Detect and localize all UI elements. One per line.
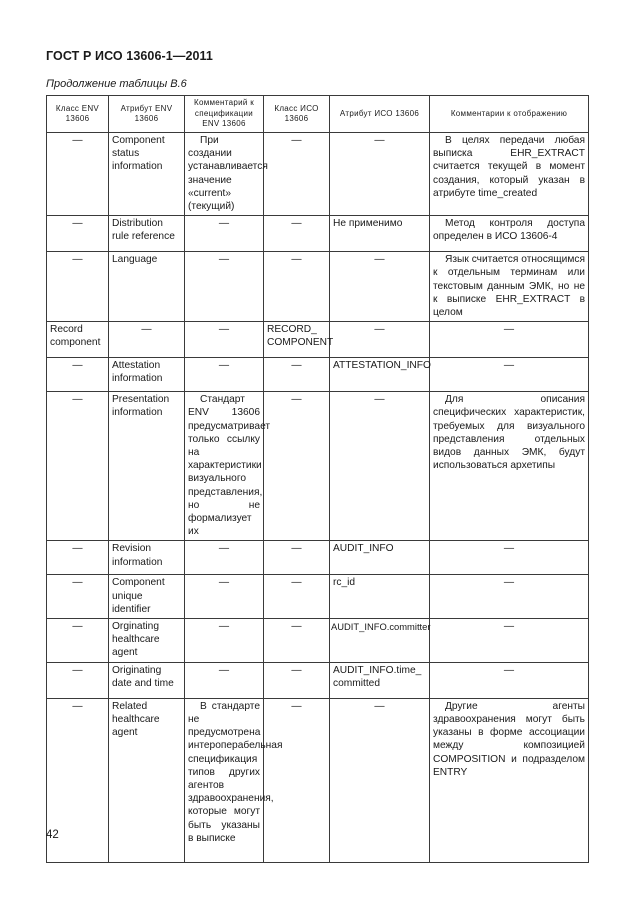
header-cell-class-iso: Класс ИСО 13606 <box>264 96 330 133</box>
cell-attribute-iso: — <box>330 698 430 862</box>
header-cell-comment-env: Комментарий к спецификации ENV 13606 <box>185 96 264 133</box>
cell-mapping-comment: Для описания специфических характеристик, требуемых для визуального представления отдельных видов данных ЭМК, будут использоваться архетипы <box>430 392 589 541</box>
header-cell-class-env: Класс ENV 13606 <box>47 96 109 133</box>
cell-comment-env: — <box>185 358 264 392</box>
table-row <box>47 662 589 698</box>
cell-comment-env: Стандарт ENV 13606 предусматривает только ссылку на характеристики визуального представления, но не формализует их <box>185 392 264 541</box>
cell-attribute-env: Component status information <box>109 133 185 216</box>
cell-comment-env: — <box>185 216 264 252</box>
cell-attribute-iso: AUDIT_INFO.committer <box>330 619 430 663</box>
cell-class-env: — <box>47 662 109 698</box>
cell-class-env: — <box>47 252 109 322</box>
cell-mapping-comment: — <box>430 322 589 358</box>
cell-class-env: — <box>47 619 109 663</box>
cell-class-iso: — <box>264 698 330 862</box>
cell-class-iso: — <box>264 541 330 575</box>
table-row <box>47 252 589 322</box>
table-row <box>47 392 589 541</box>
cell-class-env: Record component <box>47 322 109 358</box>
cell-class-env: — <box>47 575 109 619</box>
table-header-row <box>47 96 589 133</box>
cell-attribute-iso: Не применимо <box>330 216 430 252</box>
cell-mapping-comment: Метод контроля доступа определен в ИСО 13606-4 <box>430 216 589 252</box>
cell-comment-env: — <box>185 252 264 322</box>
table-row <box>47 698 589 862</box>
cell-attribute-env: Originating date and time <box>109 662 185 698</box>
cell-attribute-env: — <box>109 322 185 358</box>
cell-mapping-comment: — <box>430 541 589 575</box>
table-row <box>47 575 589 619</box>
cell-attribute-env: Component unique identifier <box>109 575 185 619</box>
cell-class-iso: — <box>264 662 330 698</box>
cell-attribute-iso: rc_id <box>330 575 430 619</box>
document-header: ГОСТ Р ИСО 13606-1—2011 <box>46 49 213 63</box>
cell-comment-env: — <box>185 541 264 575</box>
cell-attribute-iso: AUDIT_INFO <box>330 541 430 575</box>
cell-attribute-env: Orginating healthcare agent <box>109 619 185 663</box>
cell-mapping-comment: — <box>430 662 589 698</box>
cell-mapping-comment: — <box>430 575 589 619</box>
cell-mapping-comment: Другие агенты здравоохранения могут быть указаны в форме ассоциации между композицией COMPOSITION и подразделом ENTRY <box>430 698 589 862</box>
table-row <box>47 358 589 392</box>
header-cell-attribute-iso: Атрибут ИСО 13606 <box>330 96 430 133</box>
cell-attribute-iso: ATTESTATION_INFO <box>330 358 430 392</box>
cell-class-env: — <box>47 358 109 392</box>
table-row <box>47 541 589 575</box>
cell-comment-env: При создании устанавливается значение «current» (текущий) <box>185 133 264 216</box>
cell-class-env: — <box>47 133 109 216</box>
cell-mapping-comment: — <box>430 358 589 392</box>
cell-attribute-iso: — <box>330 392 430 541</box>
cell-class-iso: — <box>264 252 330 322</box>
cell-class-env: — <box>47 216 109 252</box>
cell-attribute-env: Distribution rule reference <box>109 216 185 252</box>
cell-comment-env: — <box>185 575 264 619</box>
page-number: 42 <box>46 829 59 841</box>
cell-attribute-env: Language <box>109 252 185 322</box>
cell-class-iso: — <box>264 358 330 392</box>
table-caption: Продолжение таблицы В.6 <box>46 78 187 90</box>
table-row <box>47 619 589 663</box>
cell-attribute-iso: — <box>330 322 430 358</box>
cell-attribute-env: Revision information <box>109 541 185 575</box>
cell-attribute-env: Related healthcare agent <box>109 698 185 862</box>
table-row <box>47 322 589 358</box>
cell-class-iso: — <box>264 619 330 663</box>
header-cell-attribute-env: Атрибут ENV 13606 <box>109 96 185 133</box>
cell-comment-env: — <box>185 322 264 358</box>
cell-comment-env: — <box>185 662 264 698</box>
cell-attribute-iso: AUDIT_INFO.time_ committed <box>330 662 430 698</box>
cell-attribute-env: Presentation information <box>109 392 185 541</box>
cell-mapping-comment: Язык считается относящимся к отдельным терминам или текстовым данным ЭМК, но не к выписке EHR_EXTRACT в целом <box>430 252 589 322</box>
table-row <box>47 216 589 252</box>
cell-mapping-comment: — <box>430 619 589 663</box>
cell-class-iso: — <box>264 575 330 619</box>
cell-class-env: — <box>47 541 109 575</box>
cell-attribute-iso: — <box>330 252 430 322</box>
header-cell-mapping-comment: Комментарии к отображению <box>430 96 589 133</box>
cell-class-env: — <box>47 392 109 541</box>
cell-attribute-iso: — <box>330 133 430 216</box>
cell-class-iso: RECORD_ COMPONENT <box>264 322 330 358</box>
cell-attribute-env: Attestation information <box>109 358 185 392</box>
cell-comment-env: — <box>185 619 264 663</box>
cell-class-iso: — <box>264 392 330 541</box>
cell-class-iso: — <box>264 133 330 216</box>
cell-comment-env: В стандарте не предусмотрена интероперабельная спецификация типов других агентов здравоохранения, которые могут быть указаны в выписке <box>185 698 264 862</box>
cell-mapping-comment: В целях передачи любая выписка EHR_EXTRACT считается текущей в момент создания, который указан в атрибуте time_created <box>430 133 589 216</box>
cell-class-env: — <box>47 698 109 862</box>
cell-class-iso: — <box>264 216 330 252</box>
table-row <box>47 133 589 216</box>
mapping-table <box>46 95 589 863</box>
